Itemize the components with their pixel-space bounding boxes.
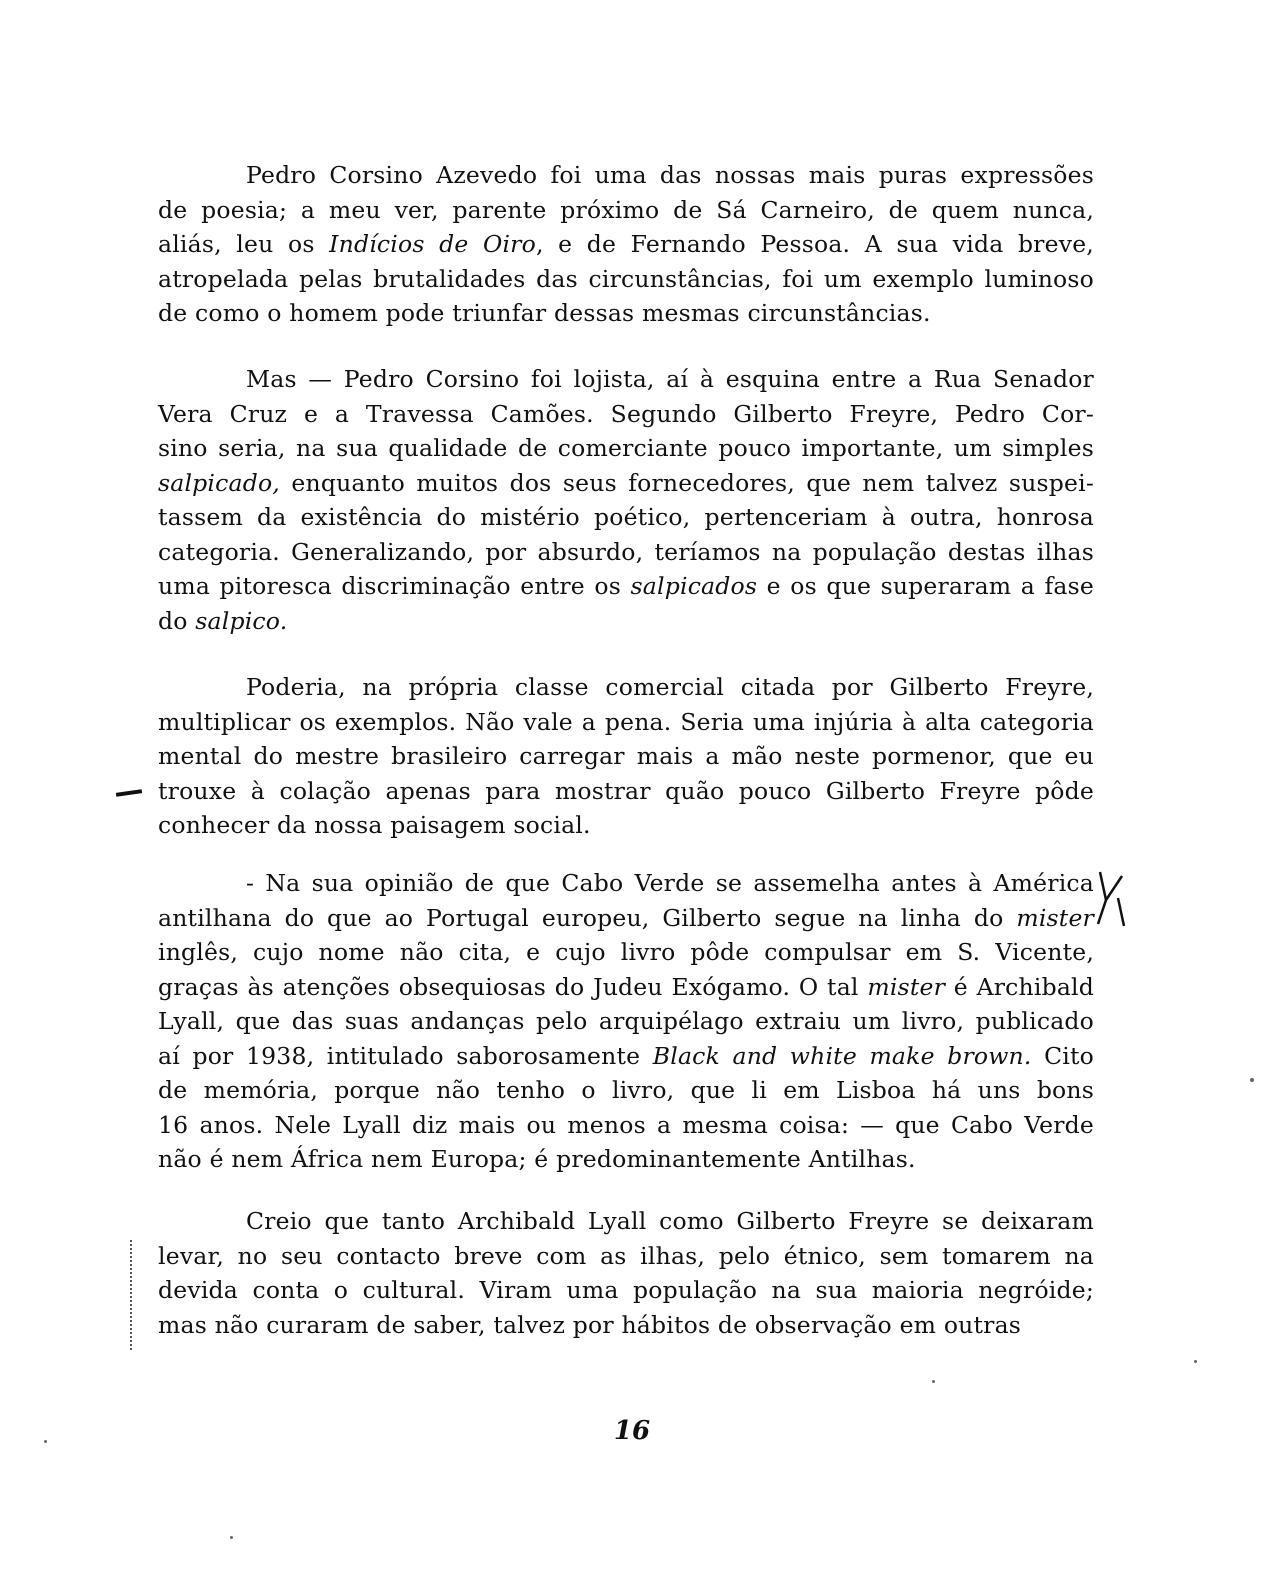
text-segment: Vera Cruz e a Travessa Camões. Segundo Gilberto Freyre, Pedro Cor- [158, 399, 1094, 428]
margin-dash-mark [116, 789, 142, 797]
text-segment: é Archibald [945, 972, 1094, 1001]
text-segment: Creio que tanto Archibald Lyall como Gilberto Freyre se deixaram [246, 1207, 1094, 1235]
text-segment: inglês, cujo nome não cita, e cujo livro pôde compulsar em S. Vicente, [158, 938, 1094, 966]
text-line [158, 1204, 1094, 1239]
text-line [158, 193, 1094, 228]
text-segment: Cito [1031, 1041, 1094, 1070]
text-line [158, 466, 1094, 501]
text-segment: - Na sua opinião de que Cabo Verde se assemelha antes à América [246, 869, 1094, 897]
text-line [158, 158, 1094, 193]
text-line [158, 296, 1094, 331]
text-segment: trouxe à colação apenas para mostrar quão pouco Gilberto Freyre pôde [158, 776, 1094, 805]
scan-speck [1250, 1078, 1254, 1082]
text-segment: antilhana do que ao Portugal europeu, Gilberto segue na linha do [158, 903, 1017, 932]
text-segment: do [158, 606, 196, 635]
text-line [158, 970, 1094, 1005]
text-line [158, 1039, 1094, 1074]
text-line [158, 535, 1094, 570]
text-line [158, 604, 1094, 639]
text-segment: uma pitoresca discriminação entre os [158, 572, 631, 600]
text-line [158, 262, 1094, 297]
text-segment: de memória, porque não tenho o livro, que li em Lisboa há uns bons [158, 1076, 1094, 1104]
text-segment: multiplicar os exemplos. Não vale a pena. Seria uma injúria à alta categoria [158, 707, 1094, 736]
text-line [158, 774, 1094, 809]
scan-speck [932, 1380, 935, 1383]
text-segment: Pedro Corsino Azevedo foi uma das nossas mais puras expressões [246, 161, 1094, 189]
text-line [158, 1108, 1094, 1143]
text-line [158, 901, 1094, 936]
text-line [158, 227, 1094, 262]
text-segment: Mas — Pedro Corsino foi lojista, aí à esquina entre a Rua Senador [246, 365, 1094, 393]
scan-speck [230, 1536, 233, 1539]
margin-dotted-rule [130, 1240, 134, 1350]
page-number: 16 [613, 1416, 651, 1446]
italic-text: salpicados [630, 572, 758, 600]
margin-bracket-mark [1096, 868, 1126, 930]
text-line [158, 362, 1094, 397]
scan-speck [1194, 1360, 1197, 1363]
text-segment: de como o homem pode triunfar dessas mesmas circunstâncias. [158, 299, 931, 327]
text-line [158, 397, 1094, 432]
text-line [158, 1004, 1094, 1039]
italic-text: mister [1016, 903, 1094, 932]
text-line [158, 808, 1094, 843]
paragraph [158, 362, 1094, 638]
text-segment: levar, no seu contacto breve com as ilhas, pelo étnico, sem tomarem na [158, 1241, 1094, 1270]
text-segment: conhecer da nossa paisagem social. [158, 811, 591, 839]
text-segment: não é nem África nem Europa; é predominantemente Antilhas. [158, 1145, 916, 1173]
text-segment: aliás, leu os [158, 230, 330, 258]
text-segment: e os que superaram a fase [757, 572, 1094, 600]
text-segment: devida conta o cultural. Viram uma população na sua maioria negróide; [158, 1276, 1094, 1304]
paragraph [158, 670, 1094, 843]
text-segment: categoria. Generalizando, por absurdo, teríamos na população destas ilhas [158, 537, 1094, 566]
text-segment: de poesia; a meu ver, parente próximo de Sá Carneiro, de quem nunca, [158, 195, 1094, 224]
text-line [158, 866, 1094, 901]
italic-text: salpicado, [158, 468, 280, 497]
text-line [158, 1073, 1094, 1108]
text-segment: mas não curaram de saber, talvez por hábitos de observação em outras [158, 1310, 1022, 1339]
text-line [158, 500, 1094, 535]
text-segment: 16 anos. Nele Lyall diz mais ou menos a mesma coisa: — que Cabo Verde [158, 1110, 1094, 1139]
text-segment: graças às atenções obsequiosas do Judeu Exógamo. O tal [158, 972, 868, 1001]
text-line [158, 1239, 1094, 1274]
italic-text: salpico. [195, 606, 288, 635]
italic-text: mister [867, 972, 946, 1001]
scan-speck [44, 1440, 47, 1443]
text-segment: aí por 1938, intitulado saborosamente [158, 1041, 653, 1070]
text-line [158, 431, 1094, 466]
text-segment: atropelada pelas brutalidades das circunstâncias, foi um exemplo luminoso [158, 264, 1094, 293]
text-segment: Poderia, na própria classe comercial citada por Gilberto Freyre, [246, 673, 1094, 701]
text-segment: Lyall, que das suas andanças pelo arquipélago extraiu um livro, publicado [158, 1007, 1094, 1035]
text-line [158, 1142, 1094, 1177]
text-line [158, 935, 1094, 970]
text-segment: tassem da existência do mistério poético, pertenceriam à outra, honrosa [158, 503, 1094, 531]
text-line [158, 1273, 1094, 1308]
paragraph [158, 1204, 1094, 1342]
text-segment: sino seria, na sua qualidade de comerciante pouco importante, um simples [158, 434, 1094, 462]
italic-text: Black and white make brown. [652, 1041, 1032, 1070]
text-line [158, 739, 1094, 774]
text-line [158, 670, 1094, 705]
paragraph [158, 866, 1094, 1177]
text-segment: , e de Fernando Pessoa. A sua vida breve, [535, 230, 1094, 258]
text-segment: mental do mestre brasileiro carregar mais a mão neste pormenor, que eu [158, 742, 1094, 770]
text-line [158, 1308, 1094, 1343]
text-segment: enquanto muitos dos seus fornecedores, que nem talvez suspei- [279, 468, 1094, 497]
italic-text: Indícios de Oiro [329, 230, 536, 258]
text-line [158, 705, 1094, 740]
text-line [158, 569, 1094, 604]
paragraph [158, 158, 1094, 331]
